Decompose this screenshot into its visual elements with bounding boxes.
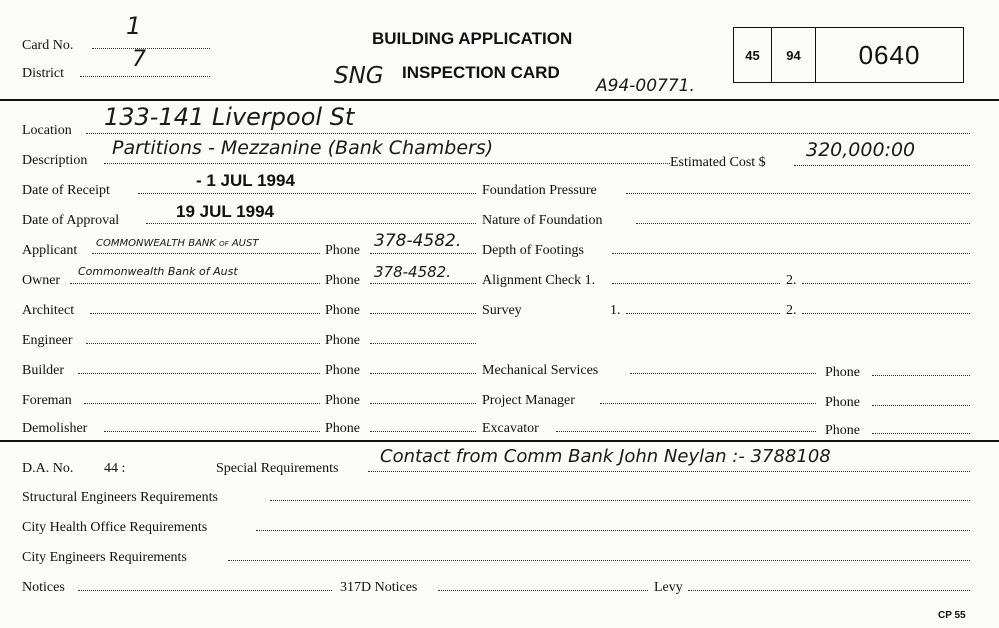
city-engineers-dotted-line: [228, 558, 970, 561]
alignment-check-2-label: 2.: [786, 273, 797, 288]
survey-1-label: 1.: [610, 303, 621, 318]
estimated-cost-label: Estimated Cost $: [670, 155, 766, 170]
location-label: Location: [22, 123, 72, 138]
card-number-box-3: 0640: [815, 27, 964, 83]
survey-label: Survey: [482, 303, 522, 318]
applicant-label: Applicant: [22, 243, 78, 258]
date-of-receipt-stamp: - 1 JUL 1994: [196, 171, 295, 190]
engineer-phone-dotted-line: [370, 341, 476, 344]
project-manager-phone-label: Phone: [825, 395, 860, 410]
da-no-value: 44 :: [104, 461, 126, 476]
description-dotted-line: [104, 161, 670, 164]
builder-phone-dotted-line: [370, 371, 476, 374]
description-label: Description: [22, 153, 88, 168]
application-reference-handwritten: A94-00771.: [596, 76, 695, 96]
location-value: 133-141 Liverpool St: [104, 103, 355, 131]
demolisher-phone-label: Phone: [325, 421, 360, 436]
header-divider: [0, 99, 999, 101]
notices-317d-dotted-line: [438, 588, 648, 591]
special-requirements-label: Special Requirements: [216, 461, 339, 476]
architect-label: Architect: [22, 303, 75, 318]
foundation-pressure-label: Foundation Pressure: [482, 183, 597, 198]
notices-dotted-line: [78, 588, 332, 591]
builder-phone-label: Phone: [325, 363, 360, 378]
mechanical-services-label: Mechanical Services: [482, 363, 599, 378]
applicant-value: COMMONWEALTH BANK of AUST: [96, 238, 259, 249]
location-dotted-line: [86, 131, 970, 134]
district-code-handwritten: SNG: [334, 63, 384, 89]
date-of-approval-dotted-line: [146, 221, 476, 224]
architect-phone-label: Phone: [325, 303, 360, 318]
city-health-dotted-line: [256, 528, 970, 531]
project-manager-label: Project Manager: [482, 393, 575, 408]
special-requirements-value: Contact from Comm Bank John Neylan :- 3788108: [380, 446, 831, 467]
nature-of-foundation-dotted-line: [636, 221, 970, 224]
mechanical-services-dotted-line: [630, 371, 816, 374]
levy-dotted-line: [688, 588, 970, 591]
card-number-box-2: 94: [771, 27, 816, 83]
form-code: CP 55: [938, 610, 966, 621]
project-manager-dotted-line: [600, 401, 816, 404]
architect-phone-dotted-line: [370, 311, 476, 314]
card-number-box-1: 45: [733, 27, 772, 83]
notices-317d-label: 317D Notices: [340, 580, 418, 595]
demolisher-label: Demolisher: [22, 421, 88, 436]
city-health-label: City Health Office Requirements: [22, 520, 208, 535]
architect-dotted-line: [90, 311, 320, 314]
alignment-check-2-dotted-line: [802, 281, 970, 284]
card-no-label: Card No.: [22, 38, 74, 53]
district-dotted-line: [80, 74, 210, 77]
special-requirements-dotted-line: [368, 469, 970, 472]
card-no-dotted-line: [92, 46, 210, 49]
date-of-receipt-dotted-line: [138, 191, 476, 194]
demolisher-dotted-line: [104, 429, 320, 432]
alignment-check-label: Alignment Check 1.: [482, 273, 596, 288]
date-of-approval-label: Date of Approval: [22, 213, 120, 228]
owner-label: Owner: [22, 273, 61, 288]
excavator-label: Excavator: [482, 421, 539, 436]
date-of-receipt-label: Date of Receipt: [22, 183, 110, 198]
builder-dotted-line: [78, 371, 320, 374]
applicant-phone-label: Phone: [325, 243, 360, 258]
notices-label: Notices: [22, 580, 65, 595]
builder-label: Builder: [22, 363, 64, 378]
owner-phone-value: 378-4582.: [374, 263, 451, 281]
engineer-label: Engineer: [22, 333, 73, 348]
applicant-phone-value: 378-4582.: [374, 231, 462, 251]
levy-label: Levy: [654, 580, 683, 595]
engineer-phone-label: Phone: [325, 333, 360, 348]
district-value: 7: [132, 47, 146, 72]
form-title-line2: INSPECTION CARD: [402, 63, 560, 82]
foreman-phone-label: Phone: [325, 393, 360, 408]
nature-of-foundation-label: Nature of Foundation: [482, 213, 603, 228]
city-engineers-label: City Engineers Requirements: [22, 550, 187, 565]
survey-1-dotted-line: [626, 311, 780, 314]
owner-phone-label: Phone: [325, 273, 360, 288]
da-no-label: D.A. No.: [22, 461, 74, 476]
engineer-dotted-line: [86, 341, 320, 344]
lower-section-divider: [0, 440, 999, 442]
excavator-phone-label: Phone: [825, 423, 860, 438]
alignment-check-1-dotted-line: [612, 281, 780, 284]
card-no-value: 1: [126, 12, 142, 40]
structural-engineers-label: Structural Engineers Requirements: [22, 490, 218, 505]
excavator-dotted-line: [556, 429, 816, 432]
mechanical-phone-dotted-line: [872, 373, 970, 376]
foreman-label: Foreman: [22, 393, 72, 408]
survey-2-dotted-line: [802, 311, 970, 314]
excavator-phone-dotted-line: [872, 431, 970, 434]
depth-of-footings-label: Depth of Footings: [482, 243, 584, 258]
applicant-phone-dotted-line: [370, 251, 476, 254]
estimated-cost-value: 320,000:00: [806, 139, 916, 161]
depth-of-footings-dotted-line: [612, 251, 970, 254]
foreman-dotted-line: [84, 401, 320, 404]
description-value: Partitions - Mezzanine (Bank Chambers): [112, 137, 494, 159]
form-title-line1: BUILDING APPLICATION: [372, 29, 573, 48]
date-of-approval-stamp: 19 JUL 1994: [176, 202, 274, 221]
district-label: District: [22, 66, 64, 81]
mechanical-phone-label: Phone: [825, 365, 860, 380]
demolisher-phone-dotted-line: [370, 429, 476, 432]
structural-engineers-dotted-line: [270, 498, 970, 501]
survey-2-label: 2.: [786, 303, 797, 318]
foreman-phone-dotted-line: [370, 401, 476, 404]
estimated-cost-dotted-line: [794, 163, 970, 166]
foundation-pressure-dotted-line: [626, 191, 970, 194]
project-manager-phone-dotted-line: [872, 403, 970, 406]
owner-value: Commonwealth Bank of Aust: [78, 265, 238, 278]
